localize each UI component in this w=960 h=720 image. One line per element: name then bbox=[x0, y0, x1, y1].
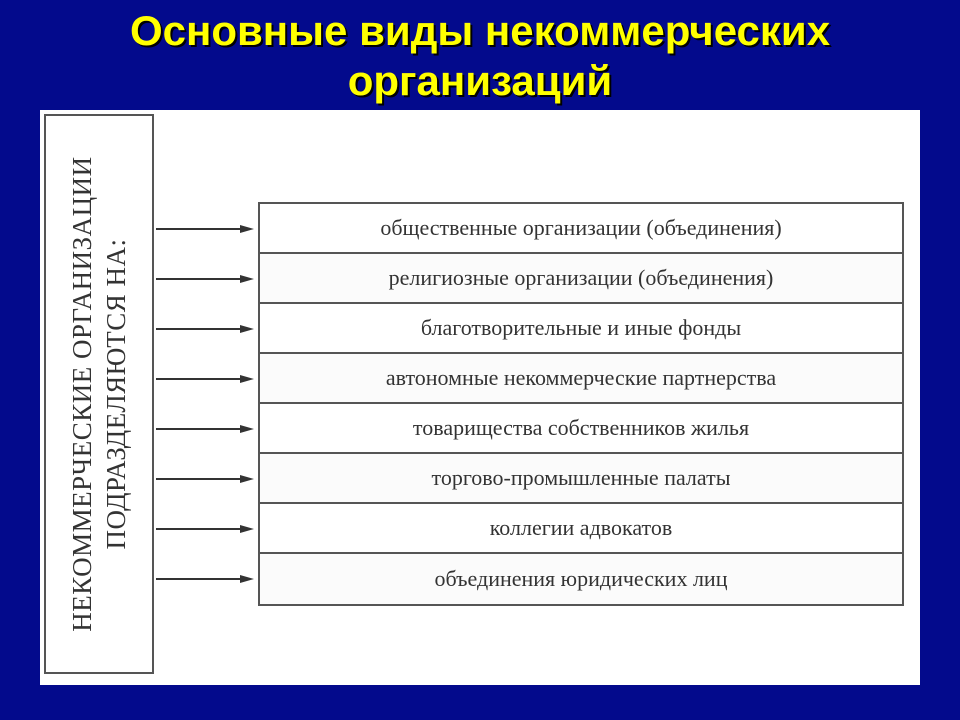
list-item: благотворительные и иные фонды bbox=[260, 304, 902, 354]
category-label-line-1: НЕКОММЕРЧЕСКИЕ ОРГАНИЗАЦИИ bbox=[67, 156, 97, 632]
list-item: объединения юридических лиц bbox=[260, 554, 902, 604]
slide-title-line-1: Основные виды некоммерческих bbox=[129, 7, 831, 54]
arrow-head-icon bbox=[240, 375, 254, 383]
list-item: религиозные организации (объединения) bbox=[260, 254, 902, 304]
organization-types-list bbox=[258, 202, 904, 606]
list-item: коллегии адвокатов bbox=[260, 504, 902, 554]
arrow-head-icon bbox=[240, 575, 254, 583]
arrow-head-icon bbox=[240, 425, 254, 433]
diagram-panel bbox=[40, 110, 920, 685]
list-item: общественные организации (объединения) bbox=[260, 204, 902, 254]
arrow-head-icon bbox=[240, 525, 254, 533]
arrow-head-icon bbox=[240, 325, 254, 333]
arrow-head-icon bbox=[240, 225, 254, 233]
list-item: автономные некоммерческие партнерства bbox=[260, 354, 902, 404]
slide-title bbox=[0, 6, 960, 106]
list-item: торгово-промышленные палаты bbox=[260, 454, 902, 504]
list-item: товарищества собственников жилья bbox=[260, 404, 902, 454]
category-label-line-2: ПОДРАЗДЕЛЯЮТСЯ НА: bbox=[101, 238, 131, 550]
arrow-head-icon bbox=[240, 475, 254, 483]
slide-title-line-2: организаций bbox=[347, 57, 613, 104]
arrow-head-icon bbox=[240, 275, 254, 283]
